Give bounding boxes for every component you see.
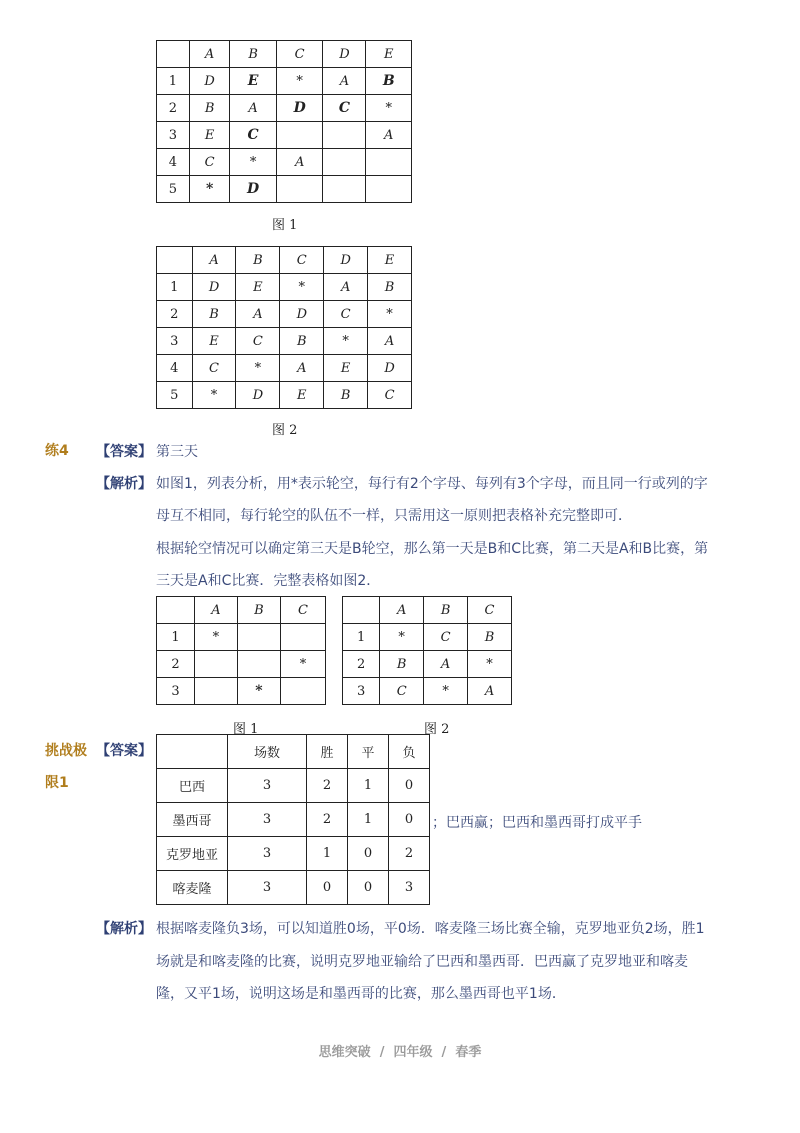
challenge-label-2: 限1 bbox=[45, 775, 69, 791]
row-header-cell: 3 bbox=[157, 678, 195, 705]
table-cell: 0 bbox=[348, 837, 389, 871]
table-cell: B bbox=[189, 95, 230, 122]
team-name-cell: 克罗地亚 bbox=[157, 837, 228, 871]
row-header-cell: 3 bbox=[343, 678, 380, 705]
column-header-cell: 平 bbox=[348, 735, 389, 769]
table-cell: A bbox=[424, 651, 468, 678]
header-row bbox=[157, 41, 412, 68]
practice-4-label: 练4 bbox=[45, 443, 69, 459]
table-cell: A bbox=[276, 149, 323, 176]
table-cell: * bbox=[189, 176, 230, 203]
practice-4-answer-tag: 【答案】 bbox=[96, 444, 152, 460]
table-cell: * bbox=[424, 678, 468, 705]
figure-1-table bbox=[156, 40, 412, 203]
table-cell: C bbox=[424, 624, 468, 651]
row-header-cell: 5 bbox=[157, 176, 190, 203]
column-header-cell: A bbox=[192, 247, 236, 274]
table-cell: 3 bbox=[388, 871, 429, 905]
table-cell bbox=[281, 624, 326, 651]
table-cell: A bbox=[323, 68, 366, 95]
row-header-cell: 2 bbox=[157, 95, 190, 122]
table-cell bbox=[195, 678, 238, 705]
row-header-cell: 2 bbox=[343, 651, 380, 678]
table-row bbox=[157, 624, 326, 651]
practice-4-analysis-tag: 【解析】 bbox=[96, 476, 152, 492]
header-row bbox=[157, 597, 326, 624]
row-header-cell: 2 bbox=[157, 651, 195, 678]
table-cell: * bbox=[380, 624, 424, 651]
table-cell: E bbox=[192, 328, 236, 355]
table-cell: C bbox=[368, 382, 412, 409]
table-cell: 1 bbox=[348, 769, 389, 803]
figure-2-table bbox=[156, 246, 412, 409]
table-cell: C bbox=[192, 355, 236, 382]
table-cell: 3 bbox=[228, 871, 307, 905]
table-row bbox=[157, 68, 412, 95]
figure-1-caption: 图 1 bbox=[272, 218, 298, 233]
table-row bbox=[157, 871, 430, 905]
table-cell bbox=[366, 176, 412, 203]
row-header-cell: 1 bbox=[157, 624, 195, 651]
table-row bbox=[157, 355, 412, 382]
row-header-cell: 1 bbox=[157, 68, 190, 95]
table-cell: D bbox=[368, 355, 412, 382]
table-row bbox=[157, 176, 412, 203]
row-header-cell: 4 bbox=[157, 355, 193, 382]
table-cell: * bbox=[230, 149, 277, 176]
column-header-cell: 负 bbox=[388, 735, 429, 769]
challenge-answer-tag: 【答案】 bbox=[96, 743, 152, 759]
table-cell: E bbox=[324, 355, 368, 382]
table-cell: * bbox=[366, 95, 412, 122]
table-cell: A bbox=[366, 122, 412, 149]
table-cell: B bbox=[324, 382, 368, 409]
table-row bbox=[157, 651, 326, 678]
row-header-cell: 1 bbox=[157, 274, 193, 301]
column-header-cell bbox=[157, 41, 190, 68]
table-cell: D bbox=[230, 176, 277, 203]
table-cell: B bbox=[380, 651, 424, 678]
table-cell: B bbox=[368, 274, 412, 301]
practice-4-line-3: 根据轮空情况可以确定第三天是B轮空，那么第一天是B和C比赛，第二天是A和B比赛，第 bbox=[156, 541, 709, 557]
table-cell bbox=[237, 624, 280, 651]
table-cell: A bbox=[468, 678, 512, 705]
standings-table bbox=[156, 734, 430, 905]
row-header-cell: 2 bbox=[157, 301, 193, 328]
column-header-cell: 场数 bbox=[228, 735, 307, 769]
header-row bbox=[157, 247, 412, 274]
table-cell: D bbox=[192, 274, 236, 301]
table-cell: * bbox=[468, 651, 512, 678]
table-cell: * bbox=[281, 651, 326, 678]
table-cell: D bbox=[280, 301, 324, 328]
practice-4-line-4: 三天是A和C比赛．完整表格如图2． bbox=[156, 573, 381, 589]
table-row bbox=[157, 837, 430, 871]
practice-4-line-2: 母互不相同，每行轮空的队伍不一样，只需用这一原则把表格补充完整即可． bbox=[156, 508, 632, 524]
table-cell: B bbox=[366, 68, 412, 95]
column-header-cell: C bbox=[276, 41, 323, 68]
table-cell: E bbox=[236, 274, 280, 301]
column-header-cell: 胜 bbox=[307, 735, 348, 769]
table-cell: A bbox=[368, 328, 412, 355]
table-cell: * bbox=[192, 382, 236, 409]
figure-2-caption: 图 2 bbox=[272, 423, 298, 438]
table-row bbox=[343, 678, 512, 705]
column-header-cell bbox=[157, 247, 193, 274]
column-header-cell: A bbox=[195, 597, 238, 624]
table-cell: D bbox=[189, 68, 230, 95]
table-row bbox=[157, 274, 412, 301]
table-cell bbox=[237, 651, 280, 678]
row-header-cell: 3 bbox=[157, 122, 190, 149]
column-header-cell: B bbox=[424, 597, 468, 624]
challenge-label-1: 挑战极 bbox=[45, 743, 87, 759]
challenge-answer-suffix: ；巴西赢；巴西和墨西哥打成平手 bbox=[432, 815, 642, 831]
table-cell: D bbox=[276, 95, 323, 122]
column-header-cell: B bbox=[230, 41, 277, 68]
table-row bbox=[157, 769, 430, 803]
practice-4-line-1: 如图1，列表分析，用*表示轮空，每行有2个字母、每列有3个字母，而且同一行或列的字 bbox=[156, 476, 708, 492]
table-row bbox=[157, 382, 412, 409]
challenge-line-1: 根据喀麦隆负3场，可以知道胜0场，平0场．喀麦隆三场比赛全输，克罗地亚负2场，胜1 bbox=[156, 921, 705, 937]
table-cell: A bbox=[324, 274, 368, 301]
header-row bbox=[343, 597, 512, 624]
table-cell: 1 bbox=[348, 803, 389, 837]
table-cell: 1 bbox=[307, 837, 348, 871]
table-row bbox=[157, 149, 412, 176]
challenge-analysis-tag: 【解析】 bbox=[96, 921, 152, 937]
header-row bbox=[157, 735, 430, 769]
table-cell: C bbox=[236, 328, 280, 355]
table-cell: B bbox=[280, 328, 324, 355]
table-cell bbox=[323, 149, 366, 176]
team-name-cell: 喀麦隆 bbox=[157, 871, 228, 905]
table-row bbox=[157, 803, 430, 837]
team-name-cell: 巴西 bbox=[157, 769, 228, 803]
table-cell: E bbox=[230, 68, 277, 95]
column-header-cell: C bbox=[280, 247, 324, 274]
table-cell: 0 bbox=[388, 803, 429, 837]
column-header-cell bbox=[157, 735, 228, 769]
table-cell: 2 bbox=[388, 837, 429, 871]
challenge-line-3: 隆，又平1场，说明这场是和墨西哥的比赛，那么墨西哥也平1场． bbox=[156, 986, 566, 1002]
team-name-cell: 墨西哥 bbox=[157, 803, 228, 837]
column-header-cell bbox=[157, 597, 195, 624]
table-cell: 3 bbox=[228, 837, 307, 871]
table-cell: A bbox=[236, 301, 280, 328]
table-cell: A bbox=[280, 355, 324, 382]
table-cell bbox=[281, 678, 326, 705]
table-cell: * bbox=[276, 68, 323, 95]
table-cell: B bbox=[192, 301, 236, 328]
practice-4-answer: 第三天 bbox=[156, 444, 198, 460]
page-footer: 思维突破 / 四年级 / 春季 bbox=[318, 1045, 482, 1060]
table-cell: 2 bbox=[307, 769, 348, 803]
challenge-line-2: 场就是和喀麦隆的比赛，说明克罗地亚输给了巴西和墨西哥．巴西赢了克罗地亚和喀麦 bbox=[156, 954, 688, 970]
column-header-cell bbox=[343, 597, 380, 624]
table-cell: 2 bbox=[307, 803, 348, 837]
table-cell: * bbox=[236, 355, 280, 382]
table-row bbox=[157, 122, 412, 149]
table-cell: C bbox=[323, 95, 366, 122]
table-cell: 0 bbox=[348, 871, 389, 905]
column-header-cell: C bbox=[468, 597, 512, 624]
column-header-cell: A bbox=[380, 597, 424, 624]
table-cell bbox=[323, 122, 366, 149]
column-header-cell: E bbox=[366, 41, 412, 68]
table-row bbox=[157, 95, 412, 122]
table-cell bbox=[366, 149, 412, 176]
table-cell: * bbox=[237, 678, 280, 705]
small-figure-2-caption: 图 2 bbox=[424, 722, 450, 737]
column-header-cell: B bbox=[237, 597, 280, 624]
table-row bbox=[157, 328, 412, 355]
table-cell bbox=[323, 176, 366, 203]
table-cell: * bbox=[368, 301, 412, 328]
table-row bbox=[157, 678, 326, 705]
table-row bbox=[343, 651, 512, 678]
row-header-cell: 1 bbox=[343, 624, 380, 651]
table-cell: E bbox=[189, 122, 230, 149]
column-header-cell: E bbox=[368, 247, 412, 274]
table-cell: 0 bbox=[307, 871, 348, 905]
table-row bbox=[343, 624, 512, 651]
column-header-cell: D bbox=[323, 41, 366, 68]
table-cell: E bbox=[280, 382, 324, 409]
table-cell: D bbox=[236, 382, 280, 409]
column-header-cell: B bbox=[236, 247, 280, 274]
column-header-cell: A bbox=[189, 41, 230, 68]
table-cell bbox=[276, 176, 323, 203]
table-cell bbox=[276, 122, 323, 149]
table-cell: * bbox=[324, 328, 368, 355]
small-figure-2-table bbox=[342, 596, 512, 705]
small-figure-1-caption: 图 1 bbox=[233, 722, 259, 737]
table-cell: C bbox=[380, 678, 424, 705]
table-cell: B bbox=[468, 624, 512, 651]
table-cell: 0 bbox=[388, 769, 429, 803]
column-header-cell: D bbox=[324, 247, 368, 274]
table-cell bbox=[195, 651, 238, 678]
small-figure-1-table bbox=[156, 596, 326, 705]
row-header-cell: 5 bbox=[157, 382, 193, 409]
table-cell: 3 bbox=[228, 803, 307, 837]
table-cell: * bbox=[195, 624, 238, 651]
table-cell: A bbox=[230, 95, 277, 122]
table-cell: C bbox=[189, 149, 230, 176]
table-row bbox=[157, 301, 412, 328]
row-header-cell: 4 bbox=[157, 149, 190, 176]
table-cell: 3 bbox=[228, 769, 307, 803]
table-cell: C bbox=[324, 301, 368, 328]
column-header-cell: C bbox=[281, 597, 326, 624]
table-cell: * bbox=[280, 274, 324, 301]
row-header-cell: 3 bbox=[157, 328, 193, 355]
table-cell: C bbox=[230, 122, 277, 149]
